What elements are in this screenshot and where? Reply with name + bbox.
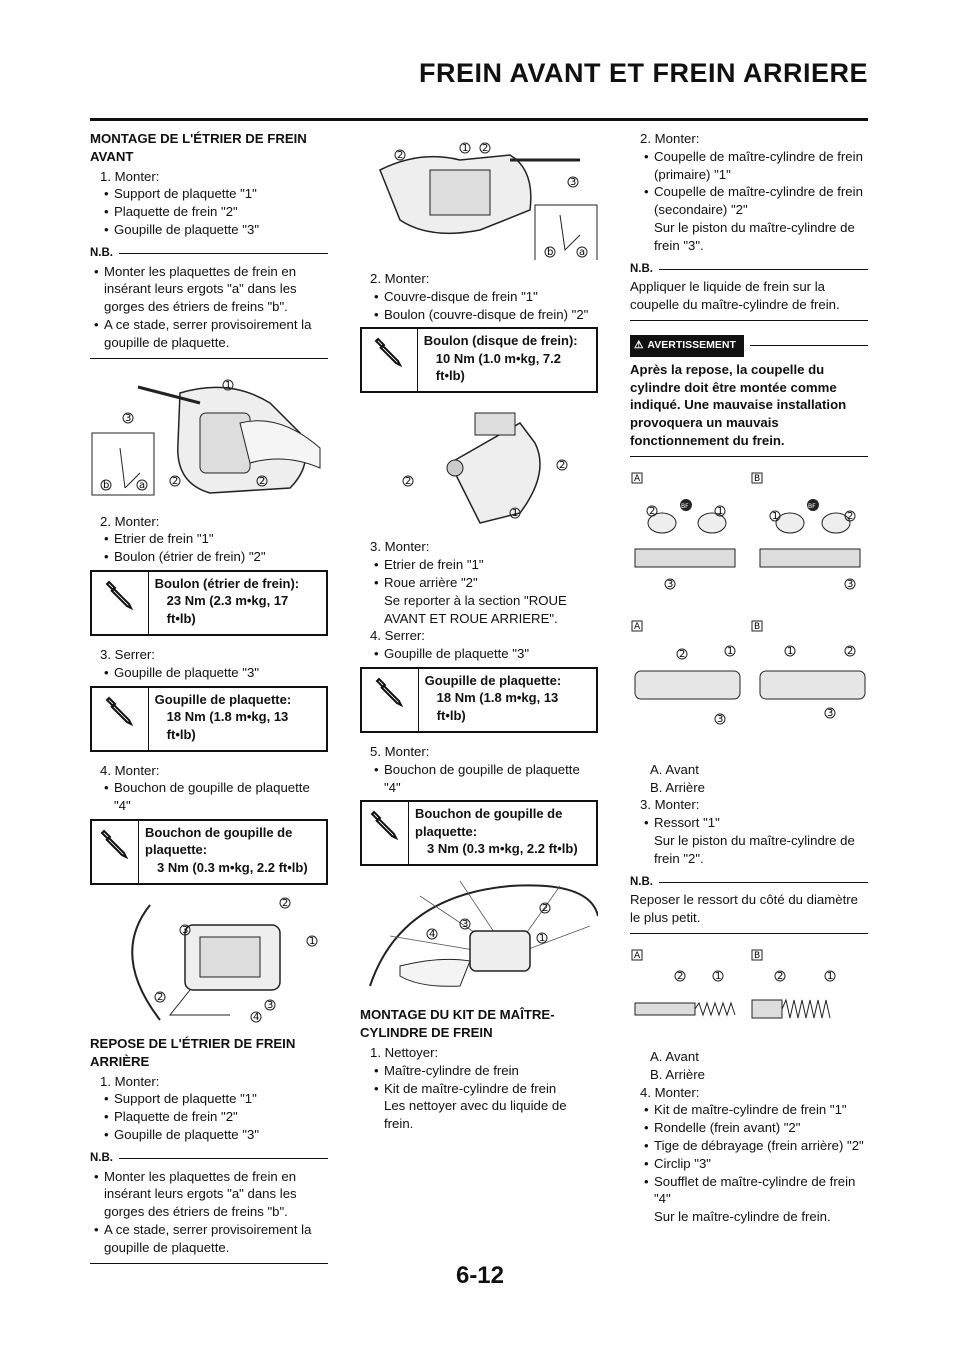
step: 4. Monter: bbox=[640, 1084, 700, 1100]
callout-2: 2 bbox=[777, 970, 784, 982]
step: 3. Monter: bbox=[370, 539, 430, 555]
callout-1: 1 bbox=[727, 645, 734, 657]
unit-label-a: A bbox=[634, 473, 641, 484]
callout-3: 3 bbox=[570, 177, 577, 188]
bullet: • Roue arrière "2" bbox=[360, 574, 598, 592]
rear-wheel-caliper-figure bbox=[360, 876, 598, 996]
bullet: • A ce stade, serrer provisoirement la goupille de plaquette. bbox=[90, 316, 328, 352]
step: 3. Serrer: bbox=[100, 646, 155, 662]
bullet: • Soufflet de maître-cylindre de frein "4" bbox=[630, 1173, 868, 1209]
callout-2: 2 bbox=[847, 645, 854, 657]
torque-box bbox=[360, 667, 598, 733]
callout-4: 4 bbox=[429, 929, 436, 941]
note-box bbox=[90, 245, 328, 359]
bullet: • Plaquette de frein "2" bbox=[90, 203, 328, 221]
bullet: • Goupille de plaquette "3" bbox=[360, 645, 598, 663]
bullet: • Kit de maître-cylindre de frein bbox=[360, 1080, 598, 1098]
torque-name: Goupille de plaquette: bbox=[424, 672, 562, 688]
step: 5. Monter: bbox=[370, 743, 430, 759]
spring-figure bbox=[630, 948, 868, 1038]
bullet: • Maître-cylindre de frein bbox=[360, 1062, 598, 1080]
rear-caliper-pad-figure bbox=[360, 130, 598, 260]
bullet: • Boulon (étrier de frein) "2" bbox=[90, 548, 328, 566]
page-header bbox=[0, 58, 960, 98]
callout-2: 2 bbox=[172, 475, 179, 487]
bullet: • Bouchon de goupille de plaquette "4" bbox=[90, 779, 328, 815]
warning-text: Après la repose, la coupelle du cylindre doit être montée comme indiqué. Une mauvaise installation provoquera un mauvais fonctionnement du frein. bbox=[630, 361, 847, 448]
callout-4: 4 bbox=[253, 1011, 260, 1023]
note-text: Les nettoyer avec du liquide de frein. bbox=[384, 1098, 567, 1132]
callout-2: 2 bbox=[405, 476, 412, 488]
torque-value: 18 Nm (1.8 m•kg, 13 ft•lb) bbox=[166, 709, 289, 742]
column-2 bbox=[360, 130, 598, 1133]
wrench-icon bbox=[362, 669, 419, 731]
note-end-rule bbox=[630, 320, 868, 321]
step: 2. Monter: bbox=[100, 513, 160, 529]
note-text: Appliquer le liquide de frein sur la coupelle du maître-cylindre de frein. bbox=[630, 279, 840, 313]
note-text: Reposer le ressort du côté du diamètre le plus petit. bbox=[630, 892, 858, 926]
torque-value: 23 Nm (2.3 m•kg, 17 ft•lb) bbox=[166, 593, 289, 626]
legend-item: A. Avant bbox=[650, 761, 699, 777]
note-text: Se reporter à la section "ROUE AVANT ET ROUE ARRIERE". bbox=[384, 592, 567, 626]
unit-label-a: A bbox=[634, 950, 641, 961]
bullet: • Support de plaquette "1" bbox=[90, 185, 328, 203]
callout-2: 2 bbox=[482, 143, 489, 154]
callout-2: 2 bbox=[679, 648, 686, 660]
callout-a: a bbox=[139, 479, 146, 491]
warning-label: AVERTISSEMENT bbox=[647, 338, 736, 351]
wrench-icon bbox=[92, 821, 139, 883]
note-end-rule bbox=[90, 358, 328, 359]
callout-1: 1 bbox=[225, 379, 232, 391]
bullet: • Kit de maître-cylindre de frein "1" bbox=[630, 1101, 868, 1119]
callout-1: 1 bbox=[827, 970, 834, 982]
note-label: N.B. bbox=[630, 261, 868, 279]
torque-box bbox=[90, 570, 328, 636]
bullet: • Support de plaquette "1" bbox=[90, 1090, 328, 1108]
note-text: Sur le piston du maître-cylindre de frein "2". bbox=[654, 832, 855, 866]
bullet: • Goupille de plaquette "3" bbox=[90, 221, 328, 239]
bullet: • Rondelle (frein avant) "2" bbox=[630, 1119, 868, 1137]
callout-2: 2 bbox=[847, 510, 854, 522]
callout-3: 3 bbox=[267, 999, 274, 1011]
bullet: • Coupelle de maître-cylindre de frein (secondaire) "2" bbox=[630, 183, 868, 219]
bullet: • Monter les plaquettes de frein en insérant leurs ergots "a" dans les gorges des étriers de freins "b". bbox=[90, 263, 328, 316]
bullet: • Ressort "1" bbox=[630, 814, 868, 832]
torque-name: Boulon (étrier de frein): bbox=[154, 575, 300, 591]
torque-name: Boulon (disque de frein): bbox=[423, 333, 578, 349]
unit-label-b: B bbox=[754, 473, 761, 484]
callout-2: 2 bbox=[677, 970, 684, 982]
callout-1: 1 bbox=[772, 510, 779, 522]
unit-label-b: B bbox=[754, 621, 761, 632]
legend-item: B. Arrière bbox=[650, 779, 705, 795]
bullet: • Circlip "3" bbox=[630, 1155, 868, 1173]
bullet: • Coupelle de maître-cylindre de frein (primaire) "1" bbox=[630, 148, 868, 184]
header-rule bbox=[90, 118, 868, 121]
step: 3. Monter: bbox=[640, 797, 700, 813]
callout-a: a bbox=[579, 247, 586, 258]
wrench-icon bbox=[362, 802, 409, 864]
torque-value: 10 Nm (1.0 m•kg, 7.2 ft•lb) bbox=[435, 350, 562, 384]
torque-box bbox=[90, 686, 328, 752]
column-1 bbox=[90, 130, 328, 1278]
callout-2: 2 bbox=[157, 991, 164, 1003]
warning-icon: ⚠ bbox=[634, 338, 644, 351]
callout-2: 2 bbox=[397, 150, 404, 161]
callout-3: 3 bbox=[847, 578, 854, 590]
bullet: • Goupille de plaquette "3" bbox=[90, 1126, 328, 1144]
unit-label-b: B bbox=[754, 950, 761, 961]
warning-badge bbox=[630, 335, 744, 357]
torque-value: 18 Nm (1.8 m•kg, 13 ft•lb) bbox=[436, 690, 559, 723]
step: 1. Nettoyer: bbox=[370, 1044, 439, 1060]
torque-name: Bouchon de goupille de plaquette: bbox=[415, 806, 563, 839]
disc-cover-figure bbox=[360, 403, 598, 528]
bf-label: BF bbox=[808, 502, 816, 510]
note-label: N.B. bbox=[90, 245, 328, 263]
section-heading: REPOSE DE L'ÉTRIER DE FREIN ARRIÈRE bbox=[90, 1035, 296, 1069]
callout-3: 3 bbox=[667, 578, 674, 590]
column-3 bbox=[630, 130, 868, 1226]
callout-1: 1 bbox=[787, 645, 794, 657]
front-caliper-pad-figure bbox=[90, 373, 328, 503]
note-text: Sur le maître-cylindre de frein. bbox=[654, 1209, 831, 1225]
torque-name: Goupille de plaquette: bbox=[154, 691, 292, 707]
bullet: • A ce stade, serrer provisoirement la goupille de plaquette. bbox=[90, 1221, 328, 1257]
callout-2: 2 bbox=[542, 903, 549, 915]
torque-box bbox=[90, 819, 328, 885]
torque-box bbox=[360, 327, 598, 393]
callout-3: 3 bbox=[827, 707, 834, 719]
note-box bbox=[90, 1150, 328, 1264]
bullet: • Plaquette de frein "2" bbox=[90, 1108, 328, 1126]
wrench-icon bbox=[92, 572, 149, 634]
master-cylinder-cups-figure bbox=[630, 471, 868, 751]
callout-3: 3 bbox=[462, 919, 469, 931]
bullet: • Couvre-disque de frein "1" bbox=[360, 288, 598, 306]
callout-b: b bbox=[103, 479, 110, 491]
callout-3: 3 bbox=[125, 412, 132, 424]
unit-label-a: A bbox=[634, 621, 641, 632]
torque-box bbox=[360, 800, 598, 866]
bf-label: BF bbox=[681, 502, 689, 510]
callout-1: 1 bbox=[717, 505, 724, 517]
page-title: FREIN AVANT ET FREIN ARRIERE bbox=[418, 58, 868, 88]
bullet: • Monter les plaquettes de frein en insérant leurs ergots "a" dans les gorges des étriers de freins "b". bbox=[90, 1168, 328, 1221]
warning-box bbox=[630, 335, 868, 457]
callout-2: 2 bbox=[282, 897, 289, 909]
legend-item: A. Avant bbox=[650, 1048, 699, 1064]
step: 1. Monter: bbox=[100, 1073, 160, 1089]
callout-1: 1 bbox=[539, 933, 546, 945]
bullet: • Etrier de frein "1" bbox=[90, 530, 328, 548]
bullet: • Boulon (couvre-disque de frein) "2" bbox=[360, 306, 598, 324]
step: 1. Monter: bbox=[100, 168, 160, 184]
callout-2: 2 bbox=[649, 505, 656, 517]
wrench-icon bbox=[92, 688, 149, 750]
callout-3: 3 bbox=[182, 924, 189, 936]
bullet: • Bouchon de goupille de plaquette "4" bbox=[360, 761, 598, 797]
step: 4. Serrer: bbox=[370, 628, 425, 644]
note-label: N.B. bbox=[630, 874, 868, 892]
rear-caliper-figure bbox=[90, 895, 328, 1025]
section-heading: MONTAGE DU KIT DE MAÎTRE-CYLINDRE DE FREIN bbox=[360, 1007, 555, 1041]
wrench-icon bbox=[362, 329, 418, 391]
callout-2: 2 bbox=[259, 475, 266, 487]
section-heading: MONTAGE DE L'ÉTRIER DE FREIN AVANT bbox=[90, 131, 307, 164]
bullet: • Etrier de frein "1" bbox=[360, 556, 598, 574]
bullet: • Tige de débrayage (frein arrière) "2" bbox=[630, 1137, 868, 1155]
callout-1: 1 bbox=[512, 508, 519, 520]
bullet: • Goupille de plaquette "3" bbox=[90, 664, 328, 682]
note-box bbox=[630, 874, 868, 934]
callout-1: 1 bbox=[462, 143, 469, 154]
note-label: N.B. bbox=[90, 1150, 328, 1168]
note-end-rule bbox=[630, 933, 868, 934]
warning-end-rule bbox=[630, 456, 868, 457]
torque-value: 3 Nm (0.3 m•kg, 2.2 ft•lb) bbox=[427, 841, 578, 857]
note-text: Sur le piston du maître-cylindre de frein "3". bbox=[654, 219, 855, 253]
callout-1: 1 bbox=[715, 970, 722, 982]
torque-name: Bouchon de goupille de plaquette: bbox=[145, 824, 293, 858]
step: 2. Monter: bbox=[370, 271, 430, 286]
torque-value: 3 Nm (0.3 m•kg, 2.2 ft•lb) bbox=[157, 859, 308, 875]
callout-b: b bbox=[547, 247, 554, 258]
note-box bbox=[630, 261, 868, 321]
step: 4. Monter: bbox=[100, 762, 160, 778]
step: 2. Monter: bbox=[640, 131, 700, 146]
page-number: 6-12 bbox=[455, 1262, 505, 1289]
callout-3: 3 bbox=[717, 713, 724, 725]
callout-2: 2 bbox=[559, 460, 566, 472]
callout-1: 1 bbox=[309, 935, 316, 947]
legend-item: B. Arrière bbox=[650, 1066, 705, 1082]
